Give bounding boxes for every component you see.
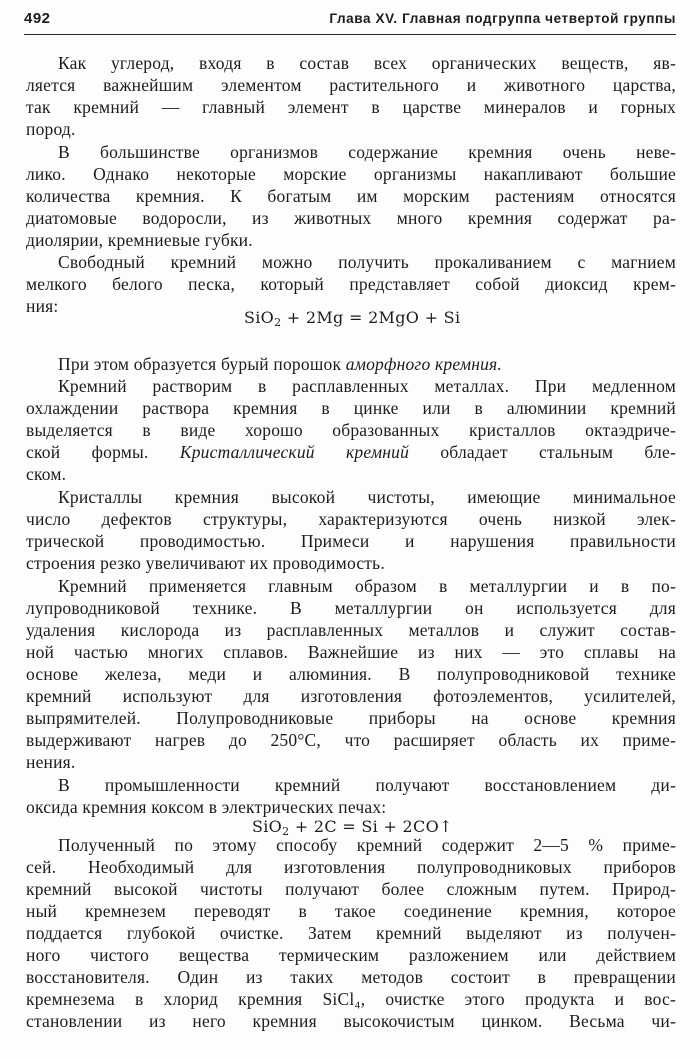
text-line: охлаждении раствора кремния в цинке или в алюминии кремний [26, 398, 676, 418]
equation-reactant: SiO [244, 308, 275, 327]
text-line: выдерживают нагрев до 250°С, что расширяет область их приме- [26, 730, 676, 750]
text-line: лупроводниковой технике. В металлургии он используется для [26, 598, 676, 618]
text-line: Кремний применяется главным образом в металлургии и в по- [58, 576, 676, 596]
equation-rest: + 2C = Si + 2CO↑ [289, 817, 453, 836]
equation-silicon-magnesium [244, 308, 460, 329]
text-line: строения резко увеличивают их проводимость. [26, 553, 385, 573]
text-line: ния: [26, 296, 59, 316]
running-head: Глава XV. Главная подгруппа четвертой группы [329, 11, 676, 26]
page-header [24, 8, 676, 35]
text-line: так кремний — главный элемент в царстве минералов и горных [26, 97, 676, 117]
page-number: 492 [24, 10, 51, 27]
text-line: ской формы. Кристаллический кремний обладает стальным бле- [26, 442, 676, 462]
text-line: кремнезема в хлорид кремния SiCl₄, очистке этого продукта и вос- [26, 989, 676, 1009]
text-line: кремний высокой чистоты получают более сложным путем. Природ- [26, 879, 676, 899]
equation-rest: + 2Mg = 2MgO + Si [281, 308, 461, 327]
text-line: В большинстве организмов содержание кремния очень неве- [58, 142, 676, 162]
text-line: становлении из него кремния высокочистым цинком. Весьма чи- [26, 1011, 676, 1031]
text-line: ный кремнезем переводят в такое соединение кремния, которое [26, 901, 676, 921]
text-line: выпрямителей. Полупроводниковые приборы на основе кремния [26, 708, 676, 728]
text-line: число дефектов структуры, характеризуются очень низкой элек- [26, 509, 676, 529]
text-line: лико. Однако некоторые морские организмы накапливают большие [26, 164, 676, 184]
term-amorphous-silicon: аморфного кремния. [345, 354, 502, 374]
text-line: ного чистого вещества термическим разложением или действием [26, 945, 676, 965]
equation-reactant: SiO [252, 817, 283, 836]
text-line: При этом образуется бурый порошок аморфного кремния. [58, 354, 502, 374]
text-line: поддается глубокой очистке. Затем кремний выделяют из получен- [26, 923, 676, 943]
text-line: удаления кислорода из расплавленных металлов и служит состав- [26, 620, 676, 640]
text-line: ной частью многих сплавов. Важнейшие из них — это сплавы на [26, 642, 676, 662]
text-line: Как углерод, входя в состав всех органических веществ, яв- [58, 53, 676, 73]
text-line: ляется важнейшим элементом растительного и животного царства, [26, 75, 676, 95]
text-line: сей. Необходимый для изготовления полупроводниковых приборов [26, 857, 676, 877]
text-line: мелкого белого песка, который представляет собой диоксид крем- [26, 274, 676, 294]
text-line: В промышленности кремний получают восстановлением ди- [58, 775, 676, 795]
text-line: выделяется в виде хорошо образованных кристаллов октаэдриче- [26, 420, 676, 440]
text-line: оксида кремния коксом в электрических печах: [26, 797, 387, 817]
text-line: нения. [26, 752, 76, 772]
text-line: основе железа, меди и алюминия. В полупроводниковой технике [26, 664, 676, 684]
equation-subscript: 2 [282, 825, 290, 838]
text-line: Кремний растворим в расплавленных металлах. При медленном [58, 376, 676, 396]
text-line: восстановителя. Один из таких методов состоит в превращении [26, 967, 676, 987]
text-line: кремний используют для изготовления фотоэлементов, усилителей, [26, 686, 676, 706]
text-line: Свободный кремний можно получить прокаливанием с магнием [58, 252, 676, 272]
text-line: диатомовые водоросли, из животных много кремния содержат ра- [26, 208, 676, 228]
equation-subscript: 2 [274, 316, 282, 329]
text-line: Полученный по этому способу кремний содержит 2—5 % приме- [58, 835, 676, 855]
text-line: ском. [26, 464, 67, 484]
text-line: количества кремния. К богатым им морским растениям относятся [26, 186, 676, 206]
term-crystalline-silicon: Кристаллический кремний [179, 442, 410, 462]
text-line: диолярии, кремниевые губки. [26, 230, 253, 250]
text-line: пород. [26, 119, 76, 139]
text-line: трической проводимостью. Примеси и нарушения правильности [26, 531, 676, 551]
text-line: Кристаллы кремния высокой чистоты, имеющие минимальное [58, 487, 676, 507]
